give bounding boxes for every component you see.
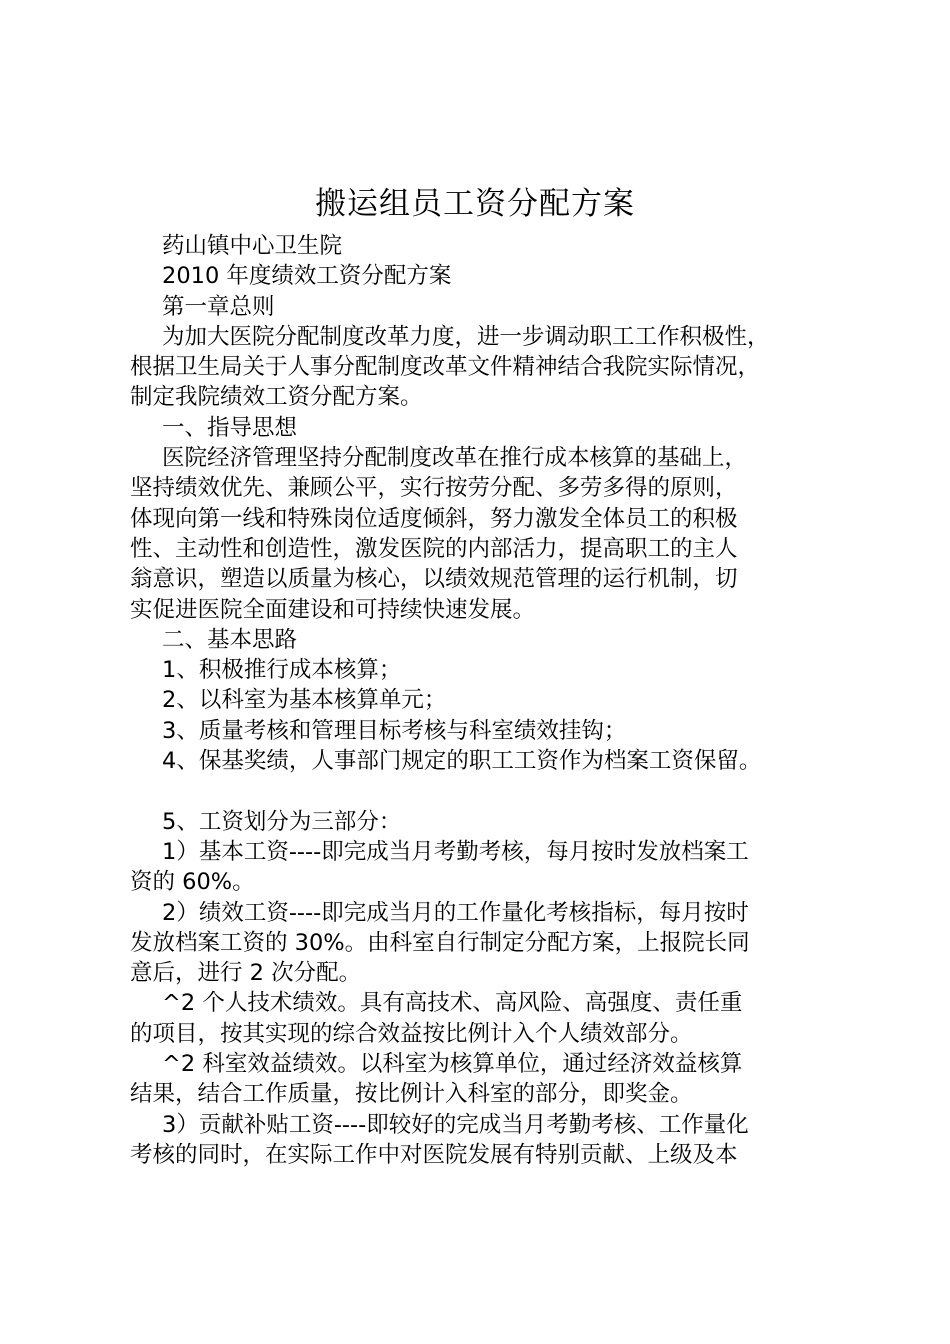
text-line: 意后，进行 2 次分配。 bbox=[130, 960, 362, 987]
list-item: 4、保基奖绩，人事部门规定的职工工资作为档案工资保留。 bbox=[162, 748, 762, 775]
text-line: 资的 60%。 bbox=[130, 869, 255, 896]
text-line: 为加大医院分配制度改革力度，进一步调动职工工作积极性， bbox=[162, 323, 770, 350]
text-line: 2）绩效工资----即完成当月的工作量化考核指标，每月按时 bbox=[162, 899, 749, 926]
list-item: 5、工资划分为三部分： bbox=[162, 808, 402, 835]
text-line: 制定我院绩效工资分配方案。 bbox=[130, 384, 423, 411]
section-heading: 一、指导思想 bbox=[162, 414, 298, 441]
text-line: 体现向第一线和特殊岗位适度倾斜，努力激发全体员工的积极 bbox=[130, 505, 738, 532]
list-item: 2、以科室为基本核算单元； bbox=[162, 687, 447, 714]
text-line: ^2 个人技术绩效。具有高技术、高风险、高强度、责任重 bbox=[162, 990, 743, 1017]
text-line: 2010 年度绩效工资分配方案 bbox=[162, 263, 452, 290]
text-line: 医院经济管理坚持分配制度改革在推行成本核算的基础上， bbox=[162, 445, 748, 472]
text-line: ^2 科室效益绩效。以科室为核算单位，通过经济效益核算 bbox=[162, 1051, 743, 1078]
text-line: 根据卫生局关于人事分配制度改革文件精神结合我院实际情况， bbox=[130, 354, 761, 381]
text-line: 的项目，按其实现的综合效益按比例计入个人绩效部分。 bbox=[130, 1020, 693, 1047]
list-item: 1、积极推行成本核算； bbox=[162, 657, 402, 684]
text-line: 发放档案工资的 30%。由科室自行制定分配方案，上报院长同 bbox=[130, 929, 750, 956]
text-line: 实促进医院全面建设和可持续快速发展。 bbox=[130, 596, 536, 623]
list-item: 3、质量考核和管理目标考核与科室绩效挂钩； bbox=[162, 717, 627, 744]
text-line: 考核的同时，在实际工作中对医院发展有特别贡献、上级及本 bbox=[130, 1141, 738, 1168]
text-line: 3）贡献补贴工资----即较好的完成当月考勤考核、工作量化 bbox=[162, 1111, 749, 1138]
text-line: 翁意识，塑造以质量为核心，以绩效规范管理的运行机制，切 bbox=[130, 566, 738, 593]
text-line: 第一章总则 bbox=[162, 293, 275, 320]
document-title: 搬运组员工资分配方案 bbox=[315, 186, 635, 222]
document-body bbox=[130, 231, 855, 1170]
text-line: 药山镇中心卫生院 bbox=[162, 233, 343, 259]
text-line: 结果，结合工作质量，按比例计入科室的部分，即奖金。 bbox=[130, 1081, 693, 1108]
text-line: 性、主动性和创造性，激发医院的内部活力，提高职工的主人 bbox=[130, 535, 738, 562]
text-line: 1）基本工资----即完成当月考勤考核，每月按时发放档案工 bbox=[162, 838, 749, 865]
blank-line bbox=[130, 776, 855, 806]
section-heading: 二、基本思路 bbox=[162, 626, 298, 653]
text-line: 坚持绩效优先、兼顾公平，实行按劳分配、多劳多得的原则， bbox=[130, 475, 738, 502]
